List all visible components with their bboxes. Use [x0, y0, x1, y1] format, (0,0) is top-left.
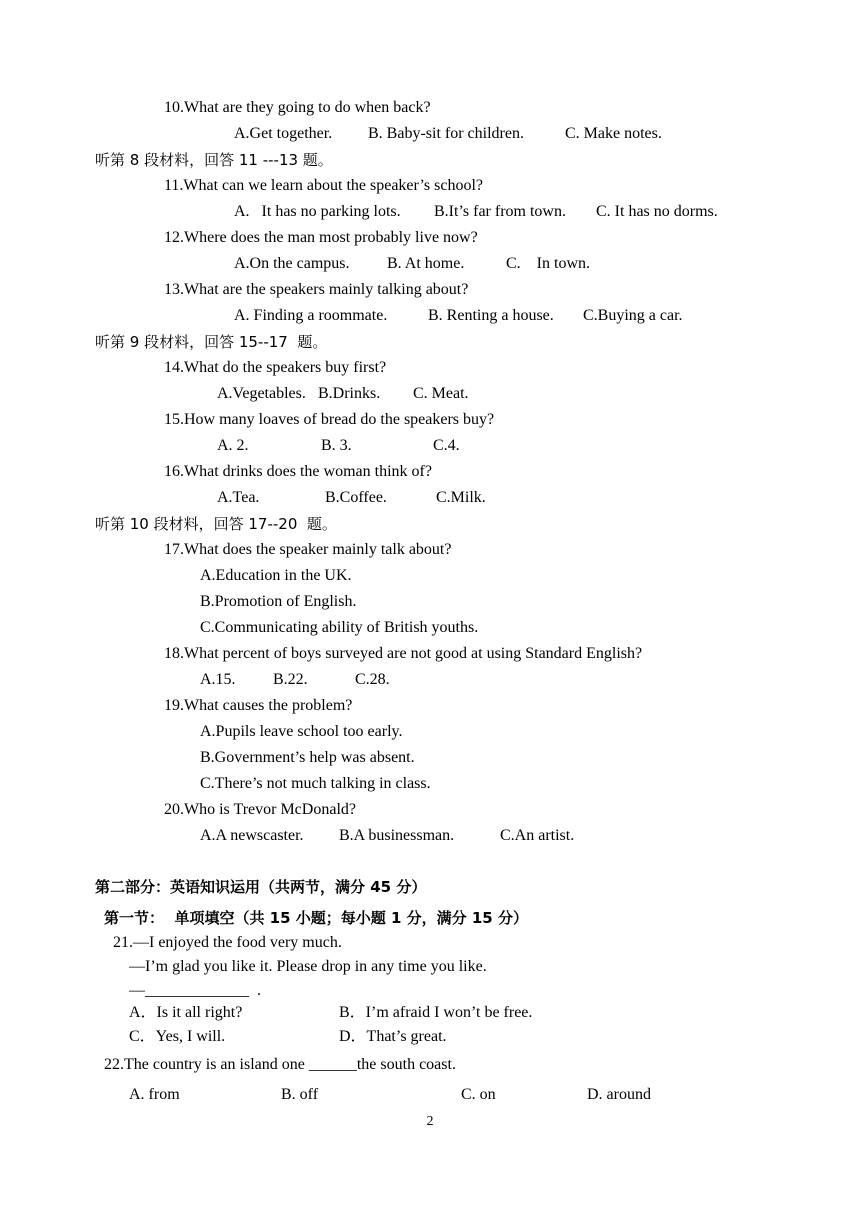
question-13-option-c: C.Buying a car. [583, 307, 683, 324]
page-number: 2 [426, 1114, 434, 1129]
question-22-option-b: B. off [281, 1086, 319, 1103]
question-22-option-c: C. on [461, 1086, 496, 1103]
question-19-option-b: B.Government’s help was absent. [200, 749, 415, 766]
question-18-option-b: B.22. [273, 671, 308, 688]
question-14-option-b: B.Drinks. [318, 385, 381, 402]
question-10-option-b: B. Baby-sit for children. [368, 125, 524, 142]
question-21-option-a: A．Is it all right? [129, 1004, 243, 1021]
question-10-stem: 10.What are they going to do when back? [164, 99, 431, 116]
question-12-option-a: A.On the campus. [234, 255, 350, 272]
section-8-instruction: 听第 8 段材料，回答 11 ---13 题。 [95, 151, 333, 169]
question-10-option-a: A.Get together. [234, 125, 333, 142]
question-18-option-c: C.28. [355, 671, 390, 688]
question-22-stem: 22.The country is an island one ______the south coast. [104, 1056, 456, 1073]
question-18-option-a: A.15. [200, 671, 236, 688]
question-16-option-a: A.Tea. [217, 489, 260, 506]
question-15-option-a: A. 2. [217, 437, 249, 454]
question-16-option-c: C.Milk. [436, 489, 486, 506]
question-11-option-c: C. It has no dorms. [596, 203, 718, 220]
question-19-option-c: C.There’s not much talking in class. [200, 775, 431, 792]
question-11-option-a: A. It has no parking lots. [234, 203, 401, 220]
section-one-heading: 第一节： 单项填空（共 15 小题；每小题 1 分，满分 15 分） [104, 909, 528, 927]
section-10-instruction: 听第 10 段材料，回答 17--20 题。 [95, 515, 337, 533]
question-12-option-c: C. In town. [506, 255, 590, 272]
question-13-option-a: A. Finding a roommate. [234, 307, 388, 324]
question-21-line-1: 21.—I enjoyed the food very much. [113, 934, 342, 951]
question-19-option-a: A.Pupils leave school too early. [200, 723, 403, 740]
question-11-stem: 11.What can we learn about the speaker’s school? [164, 177, 483, 194]
question-21-line-2: —I’m glad you like it. Please drop in any time you like. [129, 958, 487, 975]
question-21-line-3: —_____________ . [129, 982, 261, 999]
question-21-option-b: B．I’m afraid I won’t be free. [339, 1004, 533, 1021]
question-15-option-c: C.4. [433, 437, 460, 454]
question-17-option-c: C.Communicating ability of British youths. [200, 619, 479, 636]
section-9-instruction: 听第 9 段材料，回答 15--17 题。 [95, 333, 328, 351]
question-12-option-b: B. At home. [387, 255, 465, 272]
question-16-option-b: B.Coffee. [325, 489, 387, 506]
question-11-option-b: B.It’s far from town. [434, 203, 566, 220]
question-20-option-b: B.A businessman. [339, 827, 455, 844]
question-12-stem: 12.Where does the man most probably live now? [164, 229, 478, 246]
question-19-stem: 19.What causes the problem? [164, 697, 353, 714]
question-10-option-c: C. Make notes. [565, 125, 662, 142]
question-20-stem: 20.Who is Trevor McDonald? [164, 801, 356, 818]
question-22-option-a: A. from [129, 1086, 180, 1103]
question-15-stem: 15.How many loaves of bread do the speakers buy? [164, 411, 495, 428]
question-13-stem: 13.What are the speakers mainly talking about? [164, 281, 469, 298]
part-two-heading: 第二部分：英语知识运用（共两节，满分 45 分） [95, 878, 427, 896]
question-14-stem: 14.What do the speakers buy first? [164, 359, 387, 376]
question-14-option-c: C. Meat. [413, 385, 469, 402]
question-22-option-d: D. around [587, 1086, 651, 1103]
question-14-option-a: A.Vegetables. [217, 385, 306, 402]
question-20-option-a: A.A newscaster. [200, 827, 304, 844]
question-17-option-a: A.Education in the UK. [200, 567, 352, 584]
question-21-option-d: D．That’s great. [339, 1028, 447, 1045]
question-15-option-b: B. 3. [321, 437, 352, 454]
question-13-option-b: B. Renting a house. [428, 307, 554, 324]
question-17-stem: 17.What does the speaker mainly talk about? [164, 541, 452, 558]
question-16-stem: 16.What drinks does the woman think of? [164, 463, 432, 480]
question-17-option-b: B.Promotion of English. [200, 593, 357, 610]
question-21-option-c: C．Yes, I will. [129, 1028, 226, 1045]
question-20-option-c: C.An artist. [500, 827, 575, 844]
question-18-stem: 18.What percent of boys surveyed are not good at using Standard English? [164, 645, 643, 662]
